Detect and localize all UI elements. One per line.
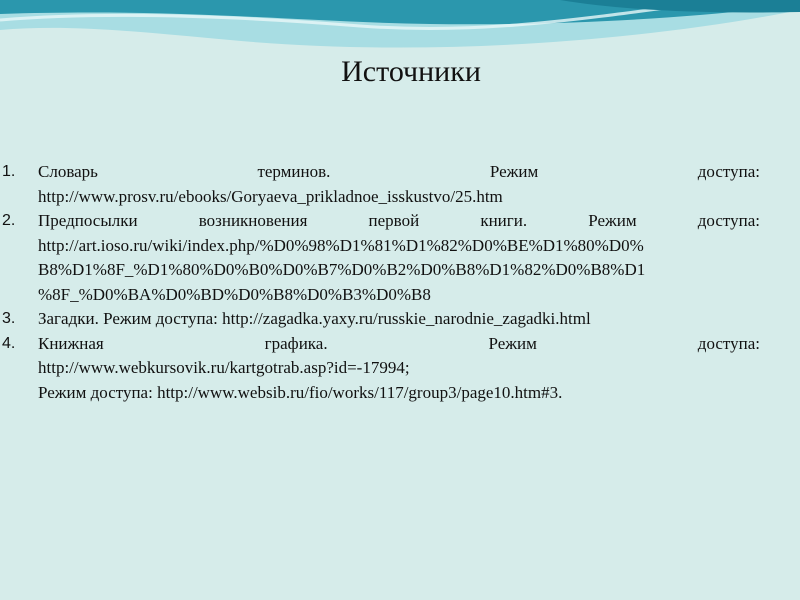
source-url[interactable]: http://www.prosv.ru/ebooks/Goryaeva_prikladnoe_isskustvo/25.htm (38, 186, 503, 206)
source-url-continued[interactable]: B8%D1%8F_%D1%80%D0%B0%D0%B7%D0%B2%D0%B8%D1%82%D0%B8%D1 (38, 260, 646, 279)
slide-title: Источники (341, 55, 481, 88)
sources-list (0, 160, 800, 405)
word: книги. (480, 211, 528, 230)
justified-line (38, 332, 760, 357)
word: доступа: (697, 333, 760, 353)
list-number: 3. (2, 310, 16, 327)
word: Словарь (38, 162, 98, 181)
source-url[interactable]: http://www.webkursovik.ru/kartgotrab.asp?id=-17994; (38, 358, 410, 377)
word: первой (368, 211, 420, 230)
word: терминов. (257, 162, 331, 181)
source-item-1 (0, 160, 760, 209)
word: графика. (264, 333, 328, 353)
source-item-2 (0, 209, 760, 307)
word: доступа: (697, 211, 760, 230)
source-item-3 (0, 307, 760, 332)
list-number: 2. (2, 212, 16, 229)
justified-line (38, 160, 760, 185)
wave-decoration (0, 0, 800, 60)
word: Предпосылки (38, 211, 138, 230)
list-number: 1. (2, 163, 16, 180)
source-item-4 (0, 332, 760, 406)
source-text[interactable]: Загадки. Режим доступа: http://zagadka.yaxy.ru/russkie_narodnie_zagadki.html (38, 309, 591, 328)
word: возникновения (198, 211, 308, 230)
word: доступа: (697, 162, 760, 181)
source-url-continued[interactable]: %8F_%D0%BA%D0%BD%D0%B8%D0%B3%D0%B8 (38, 284, 431, 304)
word: Режим (488, 333, 537, 353)
justified-line (38, 209, 760, 234)
word: Режим (489, 162, 539, 181)
list-number: 4. (2, 334, 16, 352)
source-url[interactable]: Режим доступа: http://www.websib.ru/fio/works/117/group3/page10.htm#3. (38, 382, 563, 402)
source-url[interactable]: http://art.ioso.ru/wiki/index.php/%D0%98%D1%81%D1%82%D0%BE%D1%80%D0% (38, 235, 644, 255)
word: Режим (588, 211, 637, 230)
word: Книжная (38, 333, 104, 353)
